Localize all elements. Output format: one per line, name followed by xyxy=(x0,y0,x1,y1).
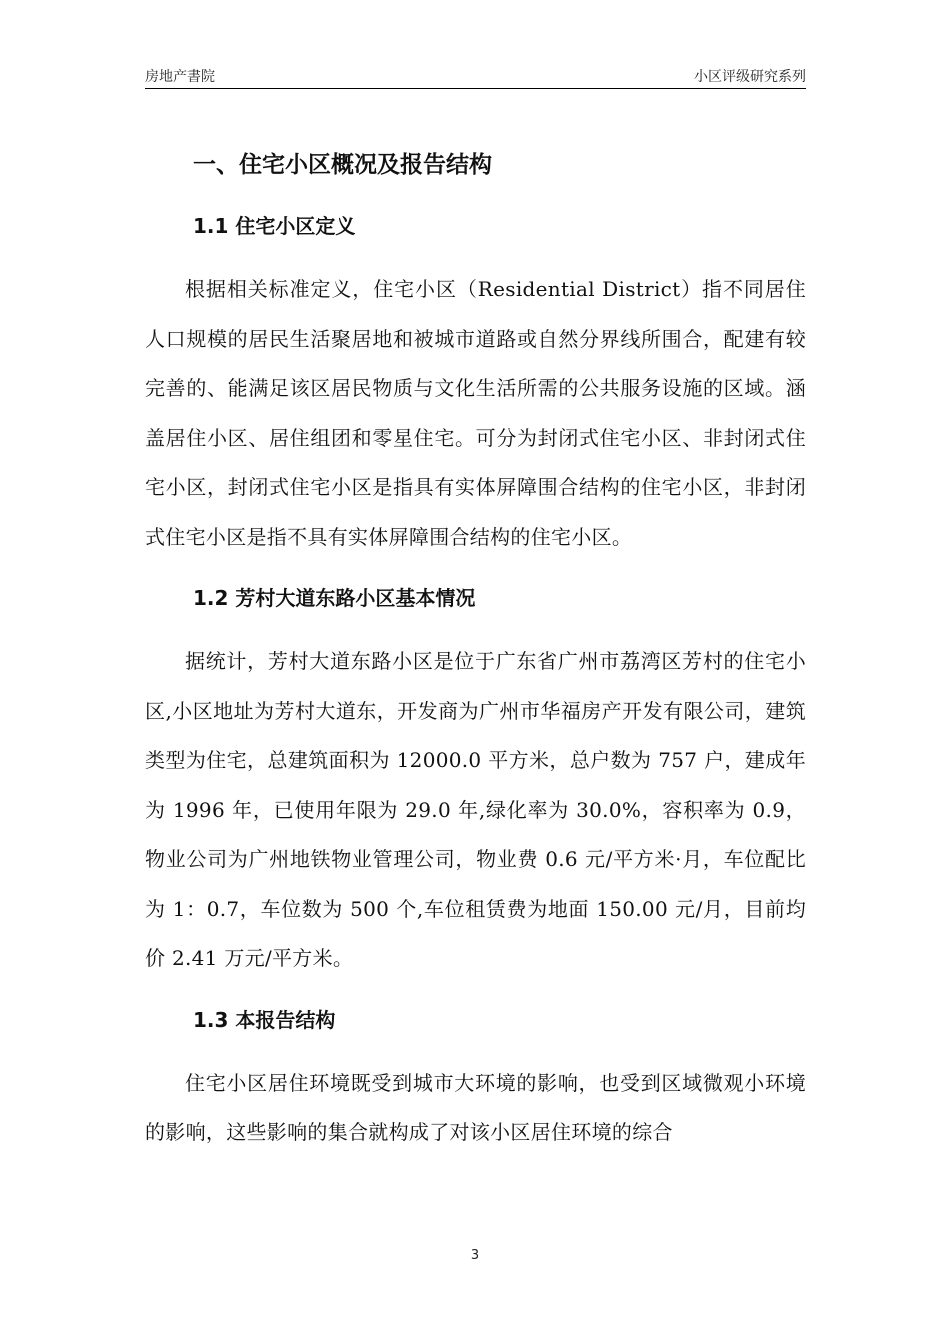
section-paragraph-1-3: 住宅小区居住环境既受到城市大环境的影响，也受到区域微观小环境的影响，这些影响的集合就构成了对该小区居住环境的综合 xyxy=(145,1070,806,1144)
section-title-1-1: 1.1 住宅小区定义 xyxy=(193,214,356,238)
section-paragraph-1-2: 据统计，芳村大道东路小区是位于广东省广州市荔湾区芳村的住宅小区,小区地址为芳村大道东，开发商为广州市华福房产开发有限公司，建筑类型为住宅，总建筑面积为 12000.0 平方米，总户数为 757 户，建成年为 1996 年，已使用年限为 29.0 年,绿化率为 30.0%，容积率为 0.9，物业公司为广州地铁物业管理公司，物业费 0.6 元/平方米·月，车位配比为 1：0.7，车位数为 500 个,车位租赁费为地面 150.00 元/月，目前均价 2.41 万元/平方米。 xyxy=(145,649,806,970)
page-header xyxy=(145,66,806,88)
page-content xyxy=(145,140,806,1158)
chapter-title: 一、住宅小区概况及报告结构 xyxy=(193,152,492,178)
page-number: 3 xyxy=(470,1248,480,1263)
section-title-1-3: 1.3 本报告结构 xyxy=(193,1007,336,1032)
section-paragraph-1-1: 根据相关标准定义，住宅小区（Residential District）指不同居住人口规模的居民生活聚居地和被城市道路或自然分界线所围合，配建有较完善的、能满足该区居民物质与文化生活所需的公共服务设施的区域。涵盖居住小区、居住组团和零星住宅。可分为封闭式住宅小区、非封闭式住宅小区，封闭式住宅小区是指具有实体屏障围合结构的住宅小区，非封闭式住宅小区是指不具有实体屏障围合结构的住宅小区。 xyxy=(145,277,806,549)
header-publisher: 房地产書院 xyxy=(145,69,215,85)
header-series: 小区评级研究系列 xyxy=(694,69,806,85)
section-title-1-2: 1.2 芳村大道东路小区基本情况 xyxy=(193,586,476,610)
header-divider xyxy=(145,88,806,89)
